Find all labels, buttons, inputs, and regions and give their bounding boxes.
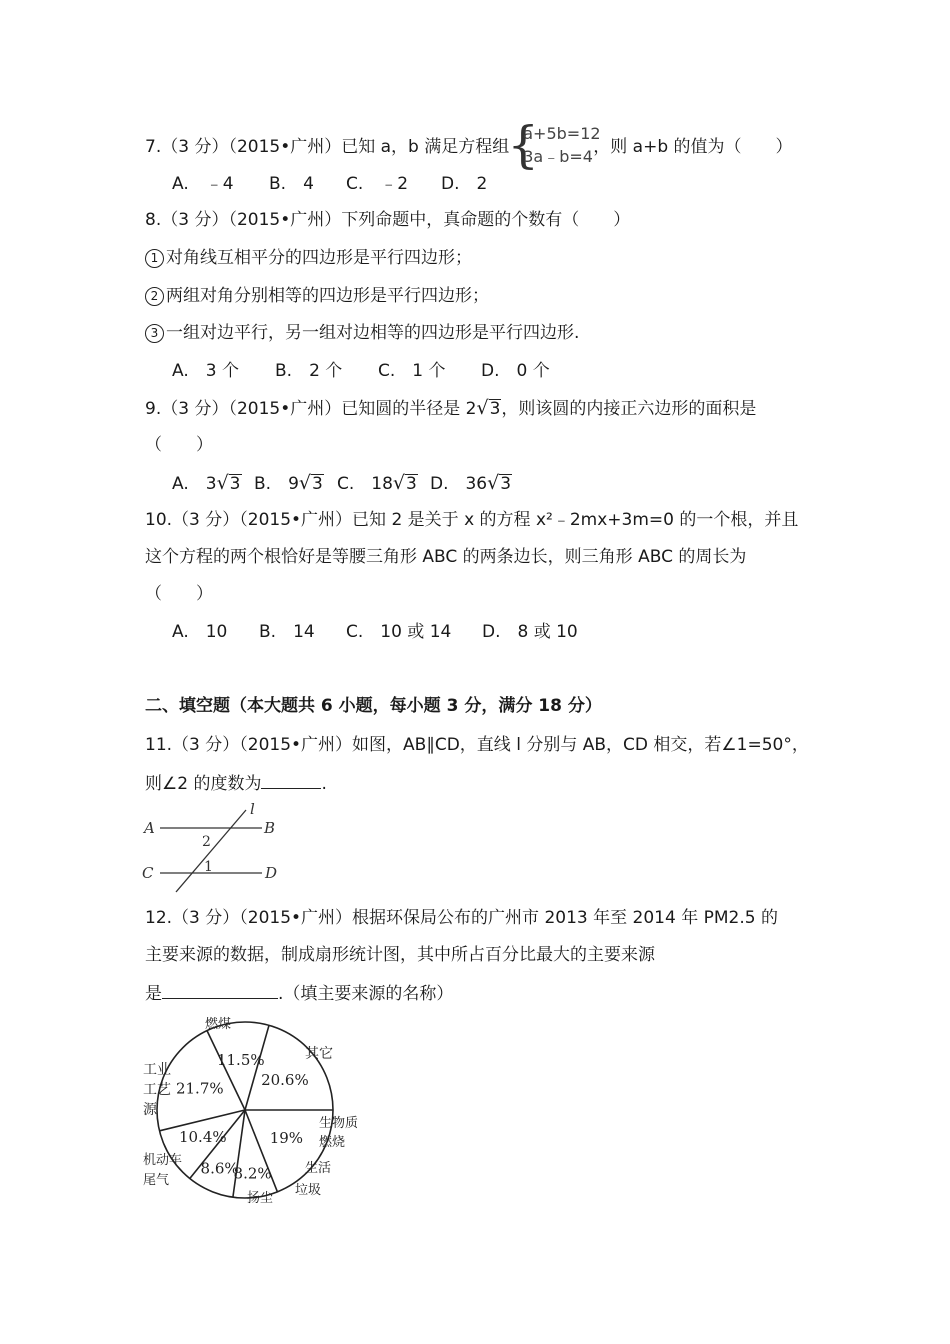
pie-value-label-4: 10.4% [178,1127,227,1146]
q9-sqrt [476,396,501,421]
q12-answer-blank[interactable] [162,981,278,999]
q12-line-1: 12.（3 分）（2015•广州）根据环保局公布的广州市 2013 年至 2014 年 PM2.5 的 [145,908,778,928]
outer-label-jdc-2: 尾气 [143,1173,170,1188]
q7-option-b: B. 4 [269,174,314,194]
q8-stem: 8.（3 分）（2015•广州）下列命题中，真命题的个数有（ ） [145,210,631,230]
q9-option-d [430,471,512,496]
q8-item-3-text: 一组对边平行，另一组对边相等的四边形是平行四边形. [166,323,580,343]
q7-options [172,172,487,196]
q12-line-3-suffix: .（填主要来源的名称） [278,984,454,1004]
outer-label-swz-1: 生物质 [319,1116,359,1131]
q11-line-2-suffix: . [321,774,327,794]
q7-stem [145,116,793,174]
q12-line-2: 主要来源的数据，制成扇形统计图，其中所占百分比最大的主要来源 [145,945,655,965]
q7-prefix: 7.（3 分）（2015•广州）已知 a，b 满足方程组 [145,137,510,157]
label-b: B [264,819,276,837]
outer-label-gy-1: 工业 [143,1062,171,1078]
q10-options [172,620,578,644]
q9-option-d-label: D. 36 [430,474,488,494]
q9-options [172,471,512,495]
q9-suffix: ，则该圆的内接正六边形的面积是 [501,399,757,419]
q12-line-3-prefix: 是 [145,984,162,1004]
outer-label-gy-3: 源 [143,1102,157,1118]
label-a: A [144,819,155,837]
outer-label-gy-2: 工艺 [143,1082,171,1098]
q8-option-c: C. 1 个 [378,361,446,381]
q11-answer-blank[interactable] [261,771,321,789]
q7-eq2: 3a﹣b=4 [523,147,593,166]
angle-2-label: 2 [202,834,211,850]
q8-item-2 [145,284,489,308]
section-2-heading: 二、填空题（本大题共 6 小题，每小题 3 分，满分 18 分） [145,696,602,716]
outer-label-yc: 扬尘 [247,1191,274,1206]
label-d: D [265,864,278,882]
q8-item-2-text: 两组对角分别相等的四边形是平行四边形； [166,286,489,306]
outer-label-swz-2: 燃烧 [319,1135,346,1150]
q9-prefix: 9.（3 分）（2015•广州）已知圆的半径是 2 [145,399,477,419]
radical-sign-icon: √ [487,472,500,494]
q8-item-1-number: 1 [145,249,164,268]
q10-option-b: B. 14 [259,622,315,642]
q8-option-b: B. 2 个 [275,361,343,381]
q11-line-1: 11.（3 分）（2015•广州）如图，AB∥CD，直线 l 分别与 AB，CD 相交，若∠1=50°， [145,735,809,755]
q9-option-b-radicand: 3 [312,474,323,494]
q9-option-d-radicand: 3 [500,474,512,494]
pie-value-label-2: 8.2% [233,1164,272,1183]
q9-option-c [337,471,430,496]
pm25-sources-pie-chart [135,1012,375,1207]
outer-label-jdc-1: 机动车 [143,1153,183,1168]
q9-option-b [254,471,337,496]
q8-item-1 [145,246,472,270]
q7-equation-system [507,116,601,174]
q8-option-a: A. 3 个 [172,361,239,381]
q9-option-c-sqrt [393,471,418,496]
transversal-l [176,810,246,892]
q7-option-a: A. ﹣4 [172,174,234,194]
pie-value-label-5: 21.7% [175,1079,224,1098]
label-l: l [250,802,255,818]
q10-line-2: 这个方程的两个根恰好是等腰三角形 ABC 的两条边长，则三角形 ABC 的周长为 [145,547,747,567]
q8-item-1-text: 对角线互相平分的四边形是平行四边形； [166,248,472,268]
q7-brace: { [507,116,540,174]
q8-item-3-number: 3 [145,324,164,343]
q8-item-2-number: 2 [145,287,164,306]
outer-label-qita: 其它 [305,1046,333,1062]
outer-label-rm: 燃煤 [205,1017,232,1032]
pie-value-label-7: 20.6% [261,1070,309,1089]
q9-option-b-label: B. 9 [254,474,299,494]
radical-sign-icon: √ [298,472,311,494]
q7-option-c: C. ﹣2 [346,174,409,194]
q9-option-a-radicand: 3 [229,474,241,494]
q10-line-1: 10.（3 分）（2015•广州）已知 2 是关于 x 的方程 x²﹣2mx+3m=0 的一个根，并且 [145,510,799,530]
q9-option-a [172,471,254,496]
q10-option-a: A. 10 [172,622,228,642]
q9-option-a-sqrt [217,471,242,496]
q9-radicand: 3 [489,399,501,419]
radical-sign-icon: √ [216,472,229,494]
radical-sign-icon: √ [476,397,489,419]
q10-option-d: D. 8 或 10 [482,622,578,642]
pie-value-label-6: 11.5% [216,1051,265,1070]
q9-option-b-sqrt [299,471,324,496]
q11-line-2 [145,771,327,795]
label-c: C [142,864,154,882]
q10-option-c: C. 10 或 14 [346,622,452,642]
q9-option-c-label: C. 18 [337,474,393,494]
q9-stem [145,396,756,420]
q9-option-d-sqrt [487,471,512,496]
q11-line-2-prefix: 则∠2 的度数为 [145,774,262,794]
angle-1-label: 1 [204,859,213,875]
q7-option-d: D. 2 [441,174,488,194]
q7-suffix: ，则 a+b 的值为（ ） [593,137,793,157]
q9-blank-paren: （ ） [145,435,213,455]
q8-options [172,359,550,383]
q12-line-3 [145,981,453,1005]
q7-eq1: a+5b=12 [523,124,601,143]
q11-parallel-lines-figure [138,802,288,896]
outer-label-shlj-2: 垃圾 [295,1183,322,1198]
q10-line-3: （ ） [145,584,213,604]
q8-option-d: D. 0 个 [481,361,550,381]
q9-option-c-radicand: 3 [406,474,417,494]
pie-value-label-3: 8.6% [200,1159,239,1178]
q8-item-3 [145,321,579,345]
pie-value-label-1: 19% [269,1129,304,1148]
radical-sign-icon: √ [392,472,406,494]
q9-option-a-label: A. 3 [172,474,217,494]
outer-label-shlj-1: 生活 [305,1161,332,1176]
